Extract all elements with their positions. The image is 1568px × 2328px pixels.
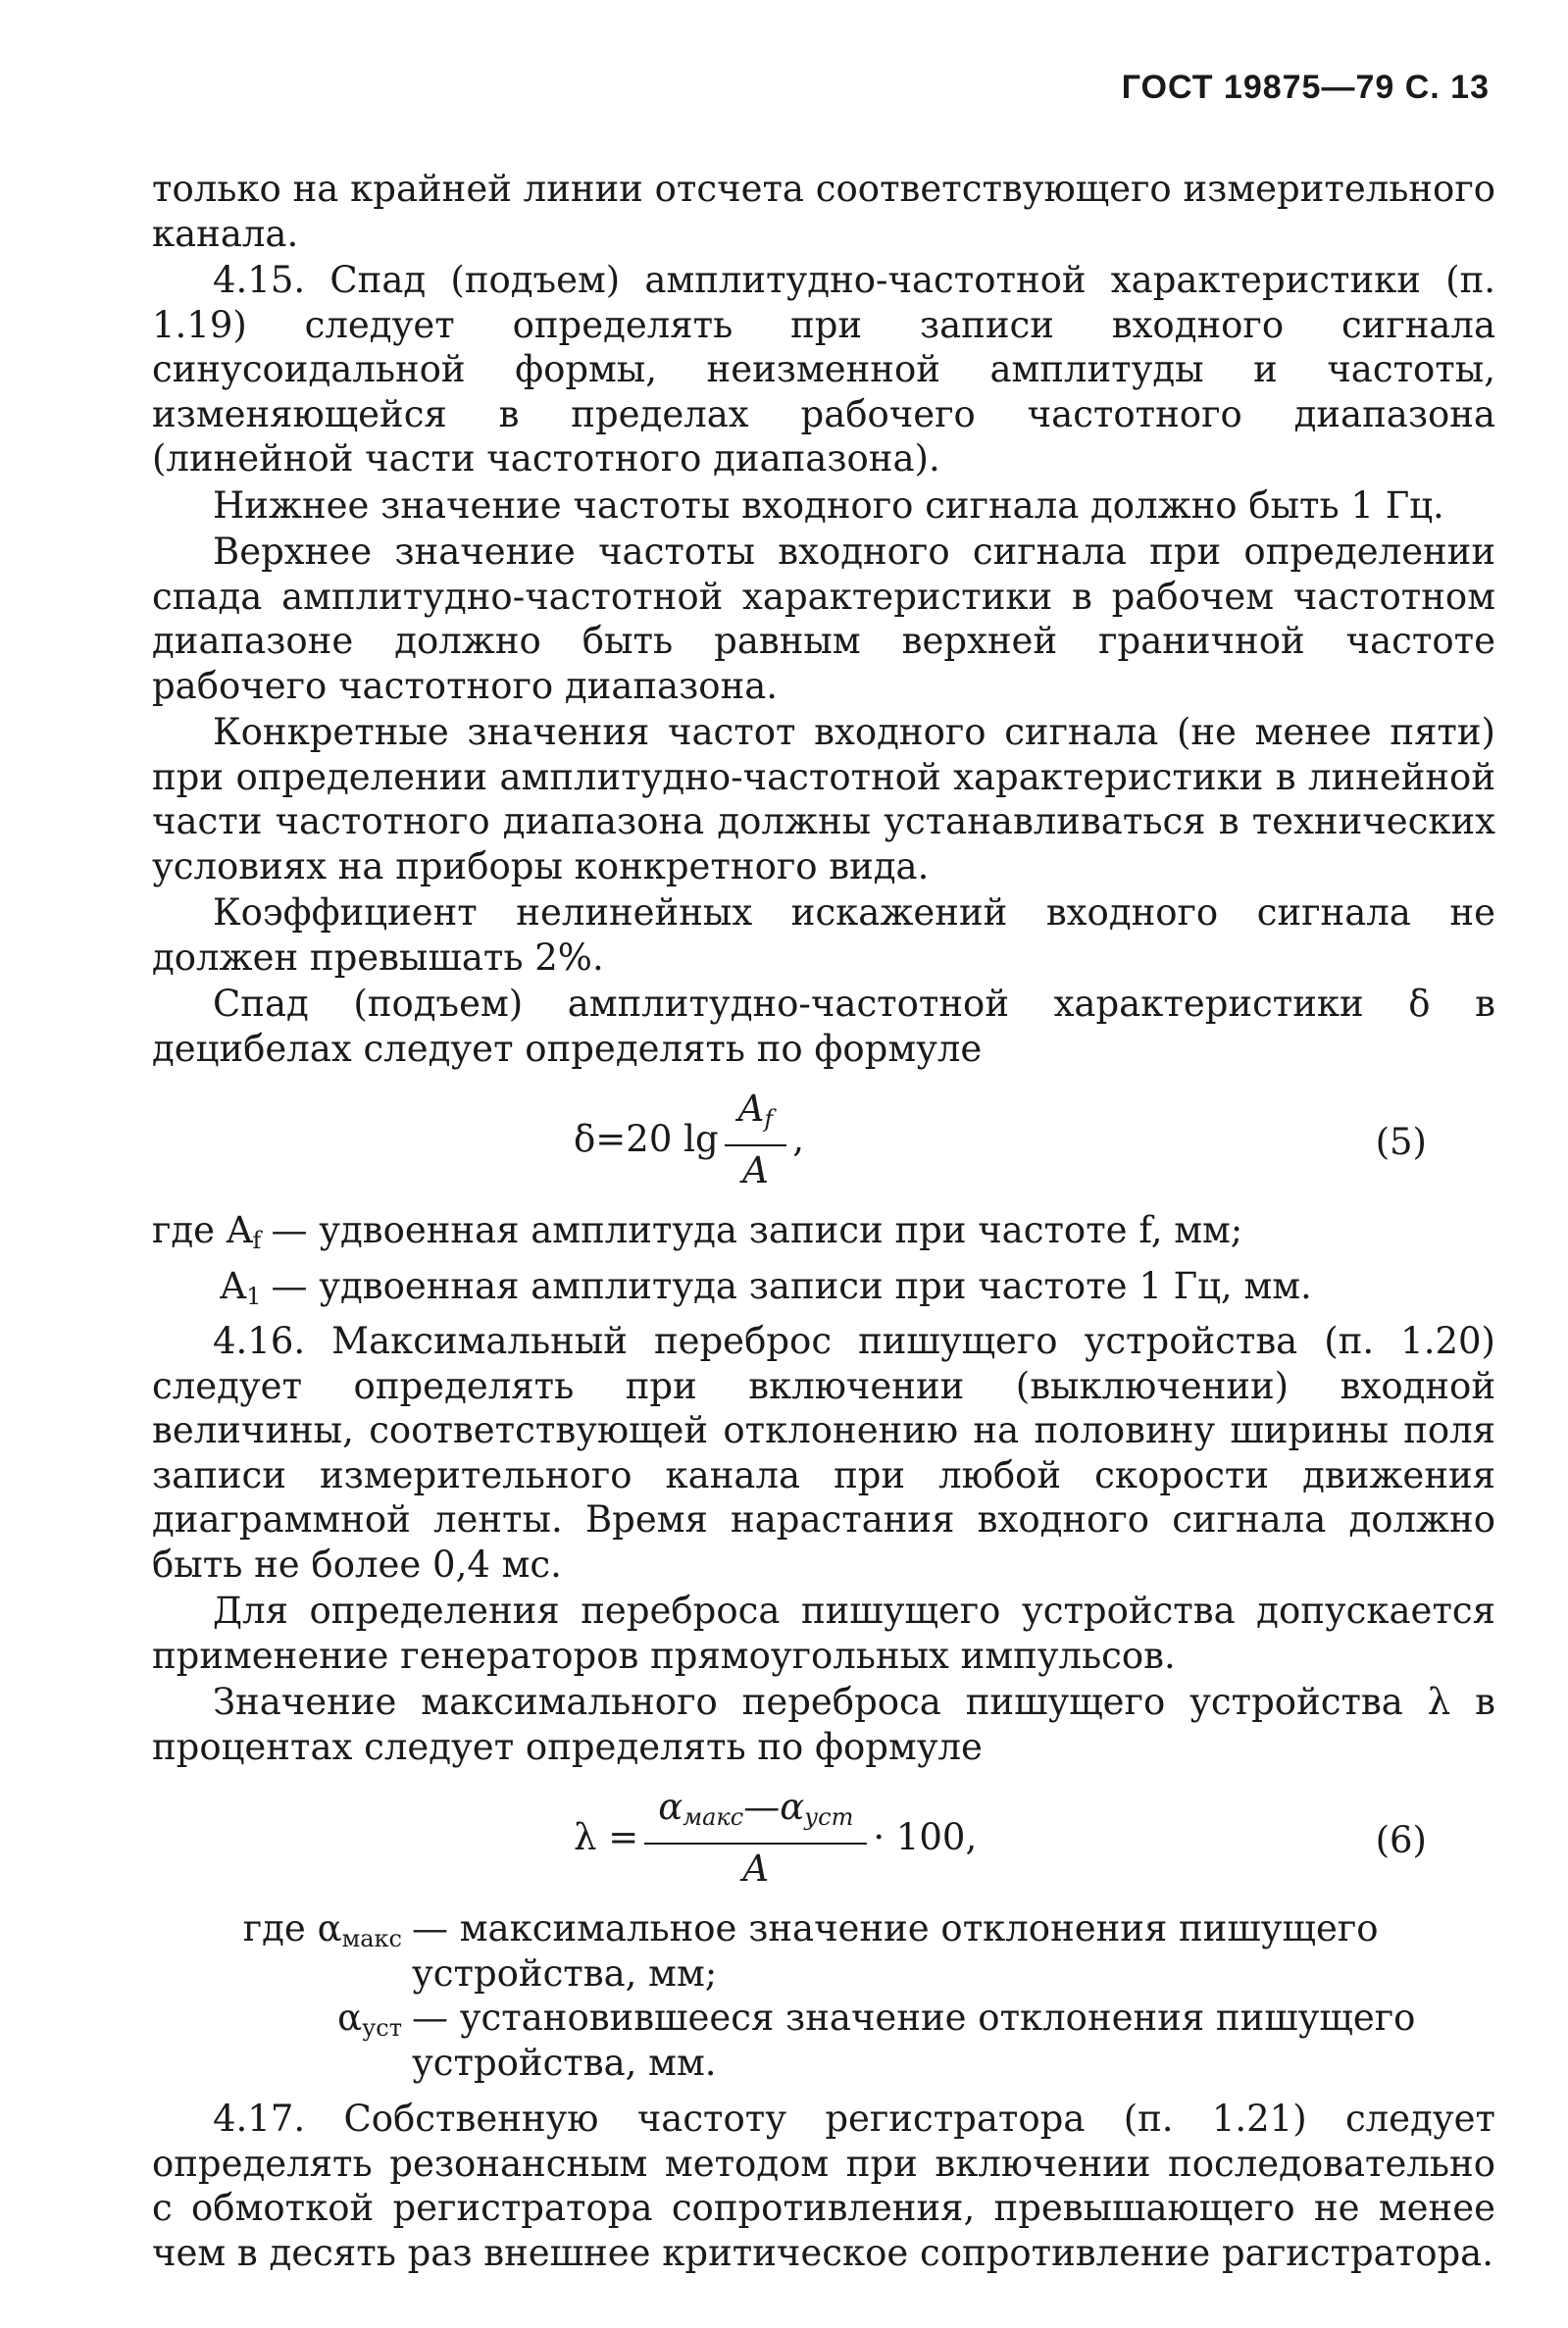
formula-6-alpha-max: α xyxy=(658,1786,683,1828)
formula-6-denominator: A xyxy=(742,1847,770,1890)
legend-symbol-text: где α xyxy=(242,1907,342,1949)
legend-symbol-alpha-max xyxy=(152,1906,402,1996)
formula-6-alpha-max-subscript: макс xyxy=(683,1803,744,1831)
formula-6-expression xyxy=(574,1785,977,1891)
paragraph-decibels: Спад (подъем) амплитудно-частотной характеристики δ в децибелах следует определять по формуле xyxy=(152,983,1495,1070)
paragraph-distortion: Коэффициент нелинейных искажений входного сигнала не должен превышать 2%. xyxy=(152,891,1495,979)
formula-5-num-subscript: f xyxy=(764,1105,774,1133)
formula-6-lhs: λ = xyxy=(574,1816,639,1859)
formula-6-numerator xyxy=(644,1785,867,1845)
paragraph-4-17: 4.17. Собственную частоту регистратора (п. 1.21) следует определять резонансным методом при включении последовательно с обмоткой регистратора сопротивления, превышающего не менее чем в десять раз внешнее критическое сопротивление рагистратора. xyxy=(152,2098,1495,2274)
formula-5-legend xyxy=(152,1208,1495,1319)
paragraph-pulse-generators: Для определения переброса пишущего устройства допускается применение генераторов прямоугольных импульсов. xyxy=(152,1590,1495,1677)
legend-symbol-text: где A xyxy=(152,1209,253,1251)
legend-symbol-a1 xyxy=(152,1264,261,1320)
legend-description-a1: — удвоенная амплитуда записи при частоте 1 Гц, мм. xyxy=(271,1264,1312,1307)
formula-5-numerator xyxy=(725,1087,787,1146)
formula-6-alpha-set: α xyxy=(780,1786,805,1828)
legend-description-alpha-max: — максимальное значение отклонения пишущего устройства, мм; xyxy=(412,1907,1379,1995)
page-header: ГОСТ 19875—79 С. 13 xyxy=(1121,69,1490,106)
formula-6-tail: · 100, xyxy=(873,1816,978,1859)
formula-5-lhs: δ=20 lg xyxy=(574,1118,719,1161)
paragraph-lower-frequency: Нижнее значение частоты входного сигнала должно быть 1 Гц. xyxy=(213,483,1444,527)
document-body xyxy=(152,167,1495,2277)
paragraph-4-16: 4.16. Максимальный переброс пишущего устройства (п. 1.20) следует определять при включении (выключении) входной величины, соответствующей отклонению на половину ширины поля записи измерительного канала при любой скорости движения диаграммной ленты. Время нарастания входного сигнала должно быть не более 0,4 мс. xyxy=(152,1320,1495,1586)
formula-6-legend xyxy=(152,1906,1495,2085)
formula-6-alpha-set-subscript: уст xyxy=(804,1803,854,1831)
legend-description-alpha-set: — установившееся значение отклонения пишущего устройства, мм. xyxy=(412,1997,1416,2084)
paragraph-overshoot-formula-intro: Значение максимального переброса пишущего устройства λ в процентах следует определять по формуле xyxy=(152,1681,1495,1768)
paragraph-4-15: 4.15. Спад (подъем) амплитудно-частотной характеристики (п. 1.19) следует определять при записи входного сигнала синусоидальной формы, неизменной амплитуды и частоты, изменяющейся в пределах рабочего частотного диапазона (линейной части частотного диапазона). xyxy=(152,259,1495,480)
formula-6-fraction xyxy=(644,1785,867,1891)
paragraph-continuation: только на крайней линии отсчета соответствующего измерительного канала. xyxy=(152,168,1495,255)
paragraph-specific-frequencies: Конкретные значения частот входного сигнала (не менее пяти) при определении амплитудно-частотной характеристики в линейной части частотного диапазона должны устанавливаться в технических условиях на приборы конкретного вида. xyxy=(152,711,1495,887)
legend-symbol-subscript: 1 xyxy=(246,1282,262,1310)
legend-symbol-subscript: f xyxy=(252,1227,262,1254)
legend-symbol-subscript: макс xyxy=(341,1925,402,1952)
legend-symbol-subscript: уст xyxy=(362,2014,402,2042)
formula-5-expression xyxy=(574,1087,804,1192)
formula-5-fraction xyxy=(725,1087,787,1192)
formula-5-denominator: A xyxy=(742,1148,769,1191)
formula-6 xyxy=(152,1777,1495,1895)
legend-description-af: — удвоенная амплитуда записи при частоте f, мм; xyxy=(271,1209,1243,1251)
formula-5 xyxy=(152,1079,1495,1196)
formula-5-num-symbol: A xyxy=(737,1088,765,1130)
formula-5-tail: , xyxy=(792,1118,805,1161)
legend-symbol-text: α xyxy=(337,1997,363,2039)
formula-6-number: (6) xyxy=(1375,1819,1427,1861)
formula-5-number: (5) xyxy=(1375,1121,1427,1163)
legend-symbol-alpha-set xyxy=(152,1996,402,2085)
paragraph-upper-frequency: Верхнее значение частоты входного сигнала при определении спада амплитудно-частотной характеристики в рабочем частотном диапазоне должно быть равным верхней граничной частоте рабочего частотного диапазона. xyxy=(152,531,1495,707)
legend-symbol-af xyxy=(152,1208,261,1264)
legend-symbol-text: A xyxy=(220,1264,247,1307)
formula-6-minus: — xyxy=(743,1786,781,1828)
